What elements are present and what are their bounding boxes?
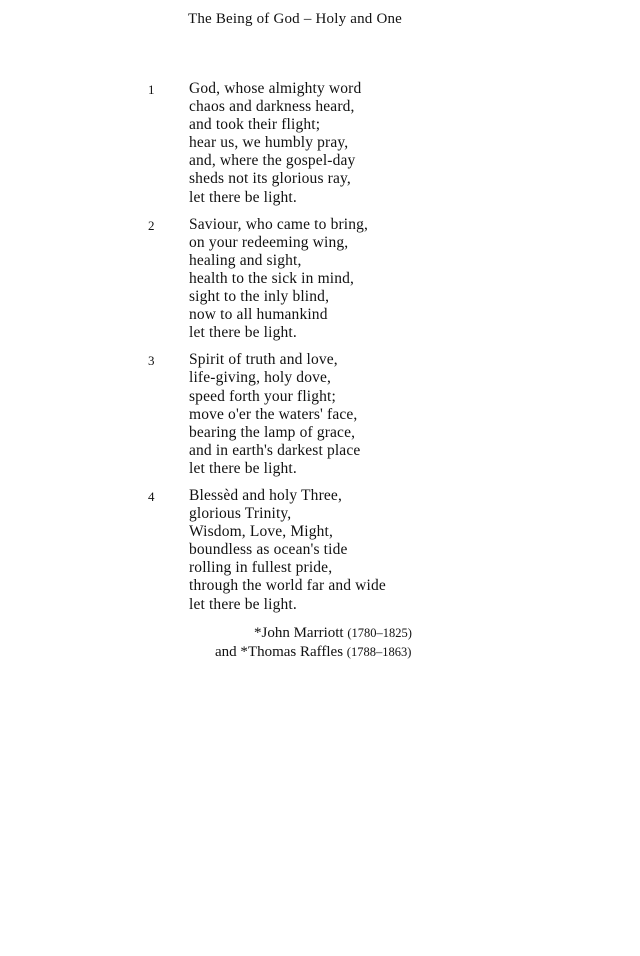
verse-lines bbox=[189, 80, 640, 207]
page-header bbox=[0, 11, 590, 28]
verse-2 bbox=[0, 216, 640, 343]
verse-line: Blessèd and holy Three, bbox=[189, 486, 342, 504]
author-2-name: *Thomas Raffles bbox=[240, 643, 344, 660]
verse-line: on your redeeming wing, bbox=[189, 233, 349, 251]
verse-line: move o'er the waters' face, bbox=[189, 405, 358, 423]
verse-line: sight to the inly blind, bbox=[189, 288, 330, 306]
attribution-connector: and bbox=[215, 643, 237, 660]
verse-number: 3 bbox=[148, 353, 155, 369]
page-title: The Being of God – Holy and One bbox=[187, 11, 403, 27]
verse-line: Saviour, who came to bring, bbox=[189, 215, 369, 233]
verse-line: glorious Trinity, bbox=[189, 505, 292, 523]
attribution bbox=[0, 624, 640, 661]
author-2-dates: (1788–1863) bbox=[346, 644, 412, 659]
author-2 bbox=[215, 643, 640, 662]
verse-line: hear us, we humbly pray, bbox=[189, 134, 349, 152]
verse-line: and in earth's darkest place bbox=[189, 441, 361, 459]
verse-line: bearing the lamp of grace, bbox=[189, 423, 356, 441]
verse-line: and, where the gospel-day bbox=[189, 152, 356, 170]
verse-line: let there be light. bbox=[189, 188, 297, 206]
verse-line: now to all humankind bbox=[189, 306, 328, 324]
verse-line: God, whose almighty word bbox=[189, 80, 362, 97]
verse-line: life-giving, holy dove, bbox=[189, 369, 332, 387]
verse-line: and took their flight; bbox=[189, 116, 321, 134]
verse-line: speed forth your flight; bbox=[189, 387, 336, 405]
verse-number: 2 bbox=[148, 217, 155, 233]
verse-line: let there be light. bbox=[189, 459, 297, 477]
author-1 bbox=[254, 624, 640, 643]
verse-1 bbox=[0, 80, 640, 207]
verse-line: boundless as ocean's tide bbox=[189, 541, 348, 559]
verse-line: health to the sick in mind, bbox=[189, 269, 355, 287]
verse-line: Wisdom, Love, Might, bbox=[189, 523, 334, 541]
verse-3 bbox=[0, 351, 640, 478]
author-1-dates: (1780–1825) bbox=[347, 626, 412, 640]
hymn-text bbox=[0, 80, 640, 623]
verse-line: chaos and darkness heard, bbox=[189, 98, 355, 116]
verse-lines bbox=[189, 351, 640, 478]
verse-line: let there be light. bbox=[189, 595, 297, 613]
verse-line: rolling in fullest pride, bbox=[189, 559, 333, 577]
verse-4 bbox=[0, 487, 640, 614]
verse-line: through the world far and wide bbox=[189, 577, 386, 595]
verse-line: Spirit of truth and love, bbox=[189, 351, 338, 369]
verse-line: let there be light. bbox=[189, 324, 297, 342]
verse-lines bbox=[189, 487, 640, 614]
author-1-name: *John Marriott bbox=[254, 625, 344, 641]
verse-line: healing and sight, bbox=[189, 251, 302, 269]
verse-number: 4 bbox=[148, 488, 155, 504]
verse-line: sheds not its glorious ray, bbox=[189, 170, 351, 188]
verse-number: 1 bbox=[148, 82, 155, 97]
verse-lines bbox=[189, 216, 640, 343]
